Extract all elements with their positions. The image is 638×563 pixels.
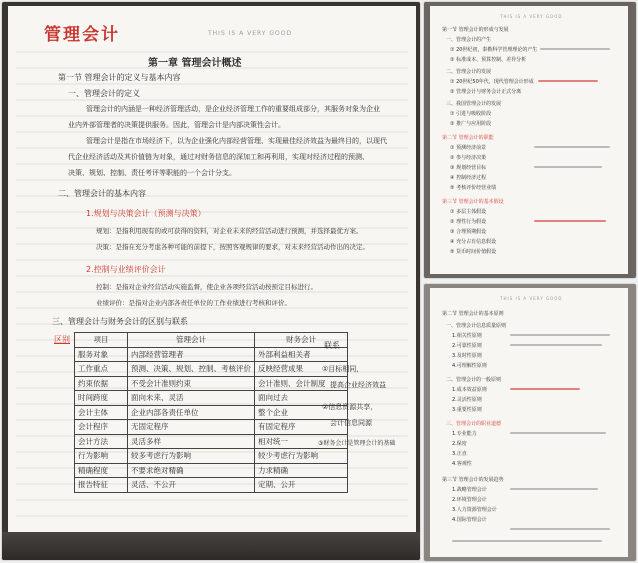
table-cell: 会计主体 [75,405,128,420]
table-cell: 力求精确 [255,463,348,478]
subsection-1: 一、管理会计的定义 [68,89,140,98]
table-row [75,449,348,464]
table-cell: 反映经营成果 [255,362,348,377]
comparison-table [74,332,348,493]
note-line: 2.保密 [452,441,467,447]
table-cell: 面向未来、灵活 [128,391,255,406]
para-2-line-2: 决策：是指在充分考虑各种可能的前提下，按照客观规律的要求，对未来经营活动作出的决定。 [96,243,369,251]
note-line: ① 20世纪50年代，现代管理会计形成 [450,79,534,85]
handwriting-scribble [534,146,610,148]
table-row [75,434,348,449]
note-line: 二、管理会计的一般原则 [446,377,502,383]
chapter-title: 第一章 管理会计概述 [148,58,242,69]
link-item: ②信息资源共享， [322,403,378,411]
page-header-print: THIS IS A VERY GOOD [208,30,293,37]
note-line: ② 管理会计与财务会计正式分离 [450,89,522,95]
handwriting-scribble [538,80,598,82]
table-cell: 会计程序 [75,420,128,435]
note-line: ② 参与经济决策 [450,155,487,161]
link-item: ③财务会计是管理会计的基础 [318,440,396,447]
handwriting-scribble [540,48,610,50]
table-cell: 相对统一 [255,434,348,449]
left-notebook-photo [2,2,420,560]
table-row [75,376,348,391]
note-line: ② 标准成本、预算控制、差异分析 [450,57,527,63]
note-line: 1.专业能力 [452,431,477,437]
note-line: 2.可靠性原则 [452,343,482,349]
table-cell: 预测、决策、规划、控制、考核评价 [128,362,255,377]
subsection-3: 三、管理会计与财务会计的区别与联系 [52,317,188,326]
table-cell: 会计方法 [75,434,128,449]
table-cell: 时间跨度 [75,391,128,406]
note-line: ④ 充分占有信息假设 [450,239,497,245]
note-line: 一、管理会计信息质量原则 [446,323,507,329]
note-line: 1.相关性原则 [452,333,482,339]
link-tag: 联系 [324,341,340,350]
table-cell: 较少考虑行为影响 [255,449,348,464]
note-line: 2.灵活性原则 [452,397,482,403]
link-item: ①目标相同， [322,365,364,373]
note-line: 2.环境管理会计 [452,497,487,503]
table-cell: 会计准则、会计制度 [255,376,348,391]
para-1-line-1: 管理会计的内涵是一种经济管理活动，是企业经济管理工作的重要组成部分，其服务对象为企业 [86,105,380,113]
table-cell: 服务对象 [75,347,128,362]
table-header-cell: 管理会计 [128,333,255,348]
note-line: ① 预测经济前景 [450,145,487,151]
note-line: 第二节 管理会计的基本原则 [442,311,504,317]
para-1-line-2: 业内外部管理者的决策提供服务。因此，管理会计是内部决策性会计。 [68,121,285,129]
para-1-line-3: 管理会计是指在市场经济下，以为企业强化内部经营管理、实现最佳经济效益为最终目的，以现代 [86,137,387,145]
note-line: 3.重要性原则 [452,407,482,413]
note-line: 第二节 管理会计的职能 [442,135,494,141]
table-cell: 无固定程序 [128,420,255,435]
table-cell: 不要求绝对精确 [128,463,255,478]
note-line: 3.正直 [452,451,467,457]
note-line: ③ 合理预期假设 [450,229,487,235]
note-line: ④ 控制经济过程 [450,175,487,181]
table-cell: 灵活、不公开 [128,478,255,493]
handwriting-scribble [452,540,602,542]
para-3-line-2: 业绩评价：是指对企业内部各责任单位的工作业绩进行考核和评价。 [96,299,291,307]
note-line: ① 多层主体假设 [450,209,487,215]
note-line: 第一节 管理会计的形成与发展 [442,27,509,33]
para-2-line-1: 规划：是指利用现有的或可获得的资料，对企业未来的经营活动进行预测，并选择最优方案。 [96,227,363,235]
table-cell: 报告特征 [75,478,128,493]
para-1-line-4: 代企业经济活动及其价值链为对象，通过对财务信息的深加工和再利用，实现对经济过程的预测、 [68,153,369,161]
note-line: 4.国际管理会计 [452,517,487,523]
handwriting-scribble [510,334,610,336]
table-cell: 较多考虑行为影响 [128,449,255,464]
para-3-line-1: 控制：是指对企业经营活动实施监督，使企业各项经营活动按预定目标进行。 [96,283,317,291]
table-cell: 有固定程序 [255,420,348,435]
table-row [75,420,348,435]
page-header-print: THIS IS A VERY GOOD [500,14,563,19]
note-line: 4.客观性 [452,461,472,467]
subsection-2: 二、管理会计的基本内容 [58,189,146,198]
table-cell: 面向过去 [255,391,348,406]
table-cell: 企业内部各责任单位 [128,405,255,420]
note-line: 3.及时性原则 [452,353,482,359]
note-line: ⑤ 考核评价经营业绩 [450,185,497,191]
note-line: ⑤ 货币时间价值假设 [450,249,497,255]
link-item: 提高企业经济效益 [330,381,386,389]
table-row [75,347,348,362]
para-1-line-5: 决策、规划、控制、责任考评等职能的一个会计分支。 [68,169,236,177]
table-header-cell: 财务会计 [255,333,348,348]
note-line: 第三节 管理会计的基本假设 [442,199,504,205]
table-row [75,391,348,406]
note-line: 三、我国管理会计的发展 [446,101,502,107]
handwriting-scribble [510,488,598,490]
notebook-title: 管理会计 [44,25,120,45]
table-header-cell: 项目 [75,333,128,348]
link-item: 会计信息同源 [330,419,372,427]
note-line: 3.人力资源管理会计 [452,507,497,513]
right-top-notebook-page [430,6,628,274]
note-line: ③ 规划经营目标 [450,165,487,171]
table-cell: 行为影响 [75,449,128,464]
subsection-2-1: 1.规划与决策会计（预测与决策） [86,209,206,218]
handwriting-scribble [510,432,606,434]
note-line: 二、管理会计的发展 [446,69,492,75]
table-row [75,362,348,377]
section-title: 第一节 管理会计的定义与基本内容 [58,73,181,82]
note-line: 1.战略管理会计 [452,487,487,493]
table-header-row [75,333,348,348]
note-line: 4.可理解性原则 [452,363,487,369]
right-bottom-notebook-photo [424,284,636,561]
table-cell: 灵活多样 [128,434,255,449]
subsection-2-2: 2.控制与业绩评价会计 [86,265,166,274]
table-cell: 定期、公开 [255,478,348,493]
table-cell: 外部利益相关者 [255,347,348,362]
table-cell: 内部经营管理者 [128,347,255,362]
note-line: 三、管理会计的职业道德 [446,421,502,427]
note-line: 一、管理会计的产生 [446,37,492,43]
note-line: 1.成本效益原则 [452,387,487,393]
notebook-page-edge [2,532,420,560]
handwriting-scribble [534,166,602,168]
page-header-print: THIS IS A VERY GOOD [500,296,563,301]
handwriting-scribble [510,528,610,530]
handwriting-scribble [510,344,602,346]
table-cell: 精确程度 [75,463,128,478]
table-tag-difference: 区别 [54,335,70,344]
table-cell: 工作重点 [75,362,128,377]
handwriting-scribble [510,388,580,390]
left-notebook-page [8,6,416,532]
table-row [75,463,348,478]
table-cell: 约束依据 [75,376,128,391]
handwriting-scribble [534,220,606,222]
note-line: ① 引进与吸收阶段 [450,111,492,117]
note-line: ② 理性行为假设 [450,219,487,225]
note-line: 第三节 管理会计的发展趋势 [442,477,504,483]
table-cell: 不受会计准则约束 [128,376,255,391]
table-row [75,405,348,420]
note-line: ② 推广与应用阶段 [450,121,492,127]
note-line: ① 20世纪初，泰勒科学管理理论的产生 [450,47,538,53]
table-cell: 整个企业 [255,405,348,420]
right-bottom-notebook-page [430,288,628,557]
table-row [75,478,348,493]
right-top-notebook-photo [424,2,636,278]
